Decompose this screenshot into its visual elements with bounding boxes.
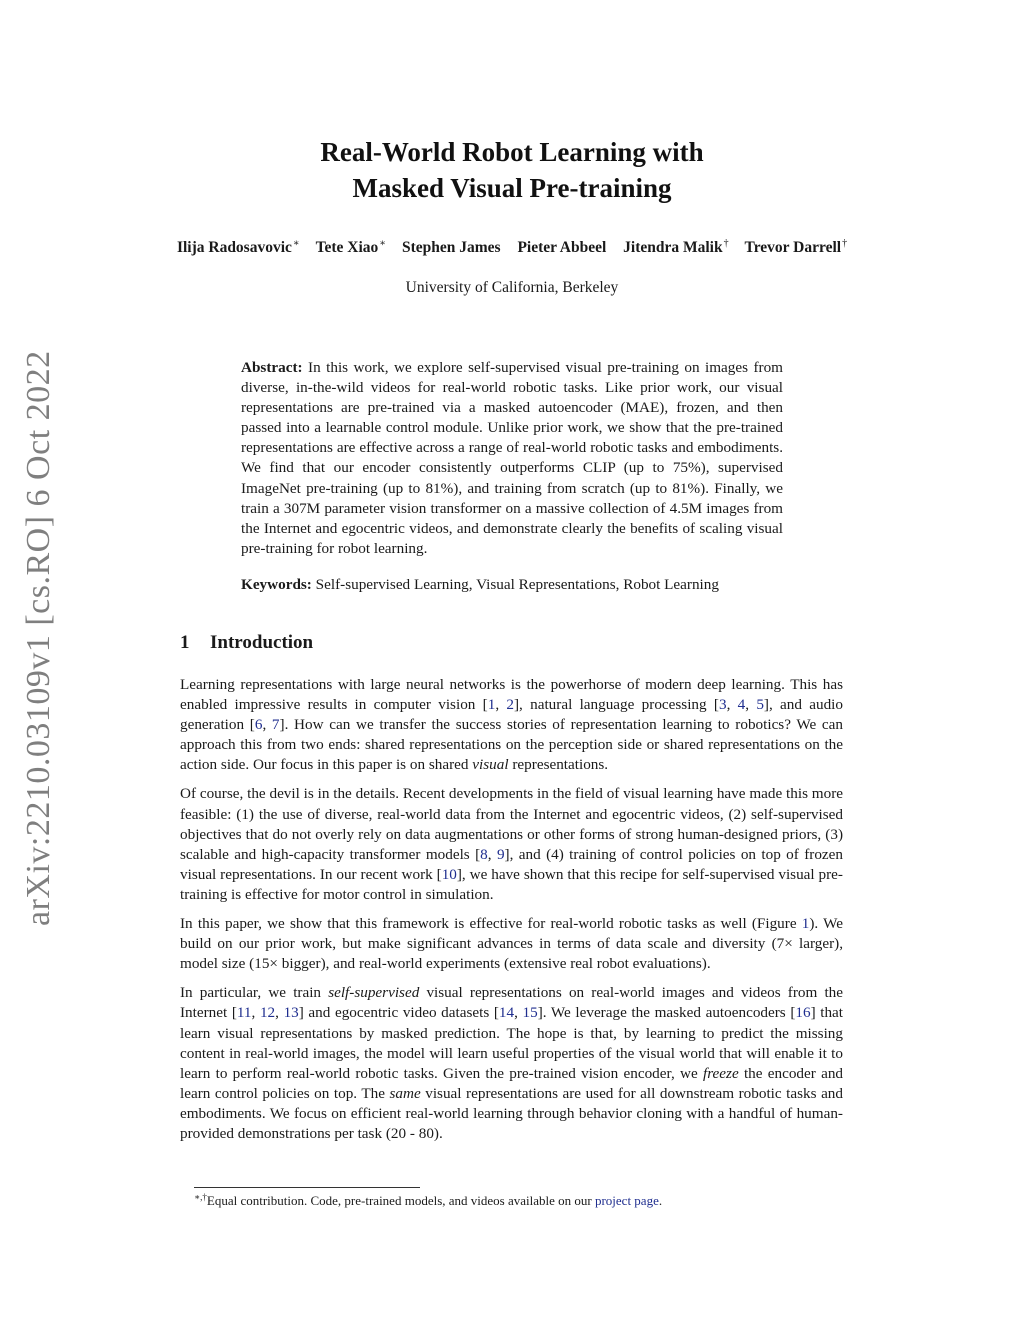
footnote: ∗,†Equal contribution. Code, pre-trained models, and videos available on our project page. <box>194 1192 663 1208</box>
paragraph: In this paper, we show that this framework is effective for real-world robotic tasks as well (Figure 1). We build on our prior work, but make significant advances in terms of data scale and diversity (7× larger), model size (15× bigger), and real-world experiments (extensive real robot evaluations). <box>180 915 843 973</box>
author: Trevor Darrell† <box>744 238 848 256</box>
citation-link[interactable]: 1 <box>487 696 496 714</box>
emphasis: self-supervised <box>328 984 420 1002</box>
emphasis: same <box>389 1084 421 1102</box>
affiliation: University of California, Berkeley <box>405 279 619 296</box>
title-line-2: Masked Visual Pre-training <box>352 173 672 203</box>
keywords <box>241 576 801 594</box>
introduction-body <box>180 675 843 1153</box>
author-list <box>160 238 864 257</box>
citation-link[interactable]: 10 <box>441 865 457 883</box>
figure-link[interactable]: 1 <box>801 915 810 933</box>
citation-link[interactable]: 13 <box>283 1004 299 1022</box>
citation-link[interactable]: 11 <box>236 1004 252 1022</box>
author: Jitendra Malik† <box>623 238 729 256</box>
citation-link[interactable]: 12 <box>259 1004 276 1022</box>
keywords-label: Keywords: <box>241 576 312 593</box>
abstract-text: In this work, we explore self-supervised visual pre-training on images from diverse, in-the-wild videos for real-world robotic tasks. Like prior work, our visual representations are pre-trained via a masked autoencoder (MAE), frozen, and then passed into a learnable control module. Unlike prior work, we show that the pre-trained representations are effective across a range of real-world robotic tasks and embodiments. We find that our encoder consistently outperforms CLIP (up to 75%), supervised ImageNet pre-training (up to 81%), and training from scratch (up to 81%). Finally, we train a 307M parameter vision transformer on a massive collection of 4.5M images from the Internet and egocentric videos, and demonstrate clearly the benefits of scaling visual pre-training for robot learning. <box>241 359 783 557</box>
title-line-1: Real-World Robot Learning with <box>320 137 704 167</box>
author: Ilija Radosavovic∗ <box>176 238 300 256</box>
emphasis: freeze <box>702 1064 739 1082</box>
section-heading <box>180 632 480 654</box>
citation-link[interactable]: 8 <box>480 845 488 863</box>
citation-link[interactable]: 2 <box>506 696 514 714</box>
citation-link[interactable]: 7 <box>271 716 280 734</box>
author: Pieter Abbeel <box>517 239 607 256</box>
author: Tete Xiao∗ <box>315 238 387 256</box>
abstract-label: Abstract: <box>241 359 303 376</box>
section-title: Introduction <box>210 632 314 653</box>
project-page-link[interactable]: project page <box>594 1193 659 1208</box>
section-number: 1 <box>180 632 190 653</box>
abstract <box>241 358 783 559</box>
citation-link[interactable]: 9 <box>496 845 505 863</box>
author: Stephen James <box>401 239 501 256</box>
paper-title <box>212 134 812 206</box>
citation-link[interactable]: 4 <box>737 696 746 714</box>
citation-link[interactable]: 3 <box>718 696 727 714</box>
citation-link[interactable]: 6 <box>254 716 263 734</box>
citation-link[interactable]: 16 <box>795 1004 811 1022</box>
arxiv-identifier: arXiv:2210.03109v1 [cs.RO] 6 Oct 2022 <box>20 350 57 926</box>
keywords-text: Self-supervised Learning, Visual Representations, Robot Learning <box>315 576 719 593</box>
paragraph: Of course, the devil is in the details. Recent developments in the field of visual learning have made this more feasible: (1) the use of diverse, real-world data from the Internet and egocentric videos, (2) self-supervised objectives that do not overly rely on data augmentations or other forms of strong human-designed priors, (3) scalable and high-capacity transformer models [8, 9], and (4) training of control policies on top of frozen visual representations. In our recent work [10], we have shown that this recipe for self-supervised visual pre-training is effective for motor control in simulation. <box>180 785 843 903</box>
footnote-mark: ∗,† <box>194 1192 207 1202</box>
emphasis: visual <box>472 756 509 774</box>
paragraph: In particular, we train self-supervised visual representations on real-world images and videos from the Internet [11, 12, 13] and egocentric video datasets [14, 15]. We leverage the masked autoencoders [16] that learn visual representations by masked prediction. The hope is that, by learning to predict the missing content in real-world images, the model will learn useful properties of the visual world that will enable it to learn to perform real-world robotic tasks. Given the pre-trained vision encoder, we freeze the encoder and learn control policies on top. The same visual representations are used for all downstream robotic tasks and embodiments. We focus on efficient real-world learning through behavior cloning with a handful of human-provided demonstrations per task (20 - 80). <box>180 984 844 1142</box>
citation-link[interactable]: 5 <box>756 696 764 714</box>
citation-link[interactable]: 14 <box>498 1004 515 1022</box>
citation-link[interactable]: 15 <box>522 1004 538 1022</box>
footnote-divider <box>194 1187 420 1188</box>
paragraph: Learning representations with large neural networks is the powerhorse of modern deep learning. This has enabled impressive results in computer vision [1, 2], natural language processing [3, 4, 5], and audio generation [6, 7]. How can we transfer the success stories of representation learning to robotics? We can approach this from two ends: shared representations on the perception side or shared representations on the action side. Our focus in this paper is on shared visual representations. <box>180 676 843 774</box>
